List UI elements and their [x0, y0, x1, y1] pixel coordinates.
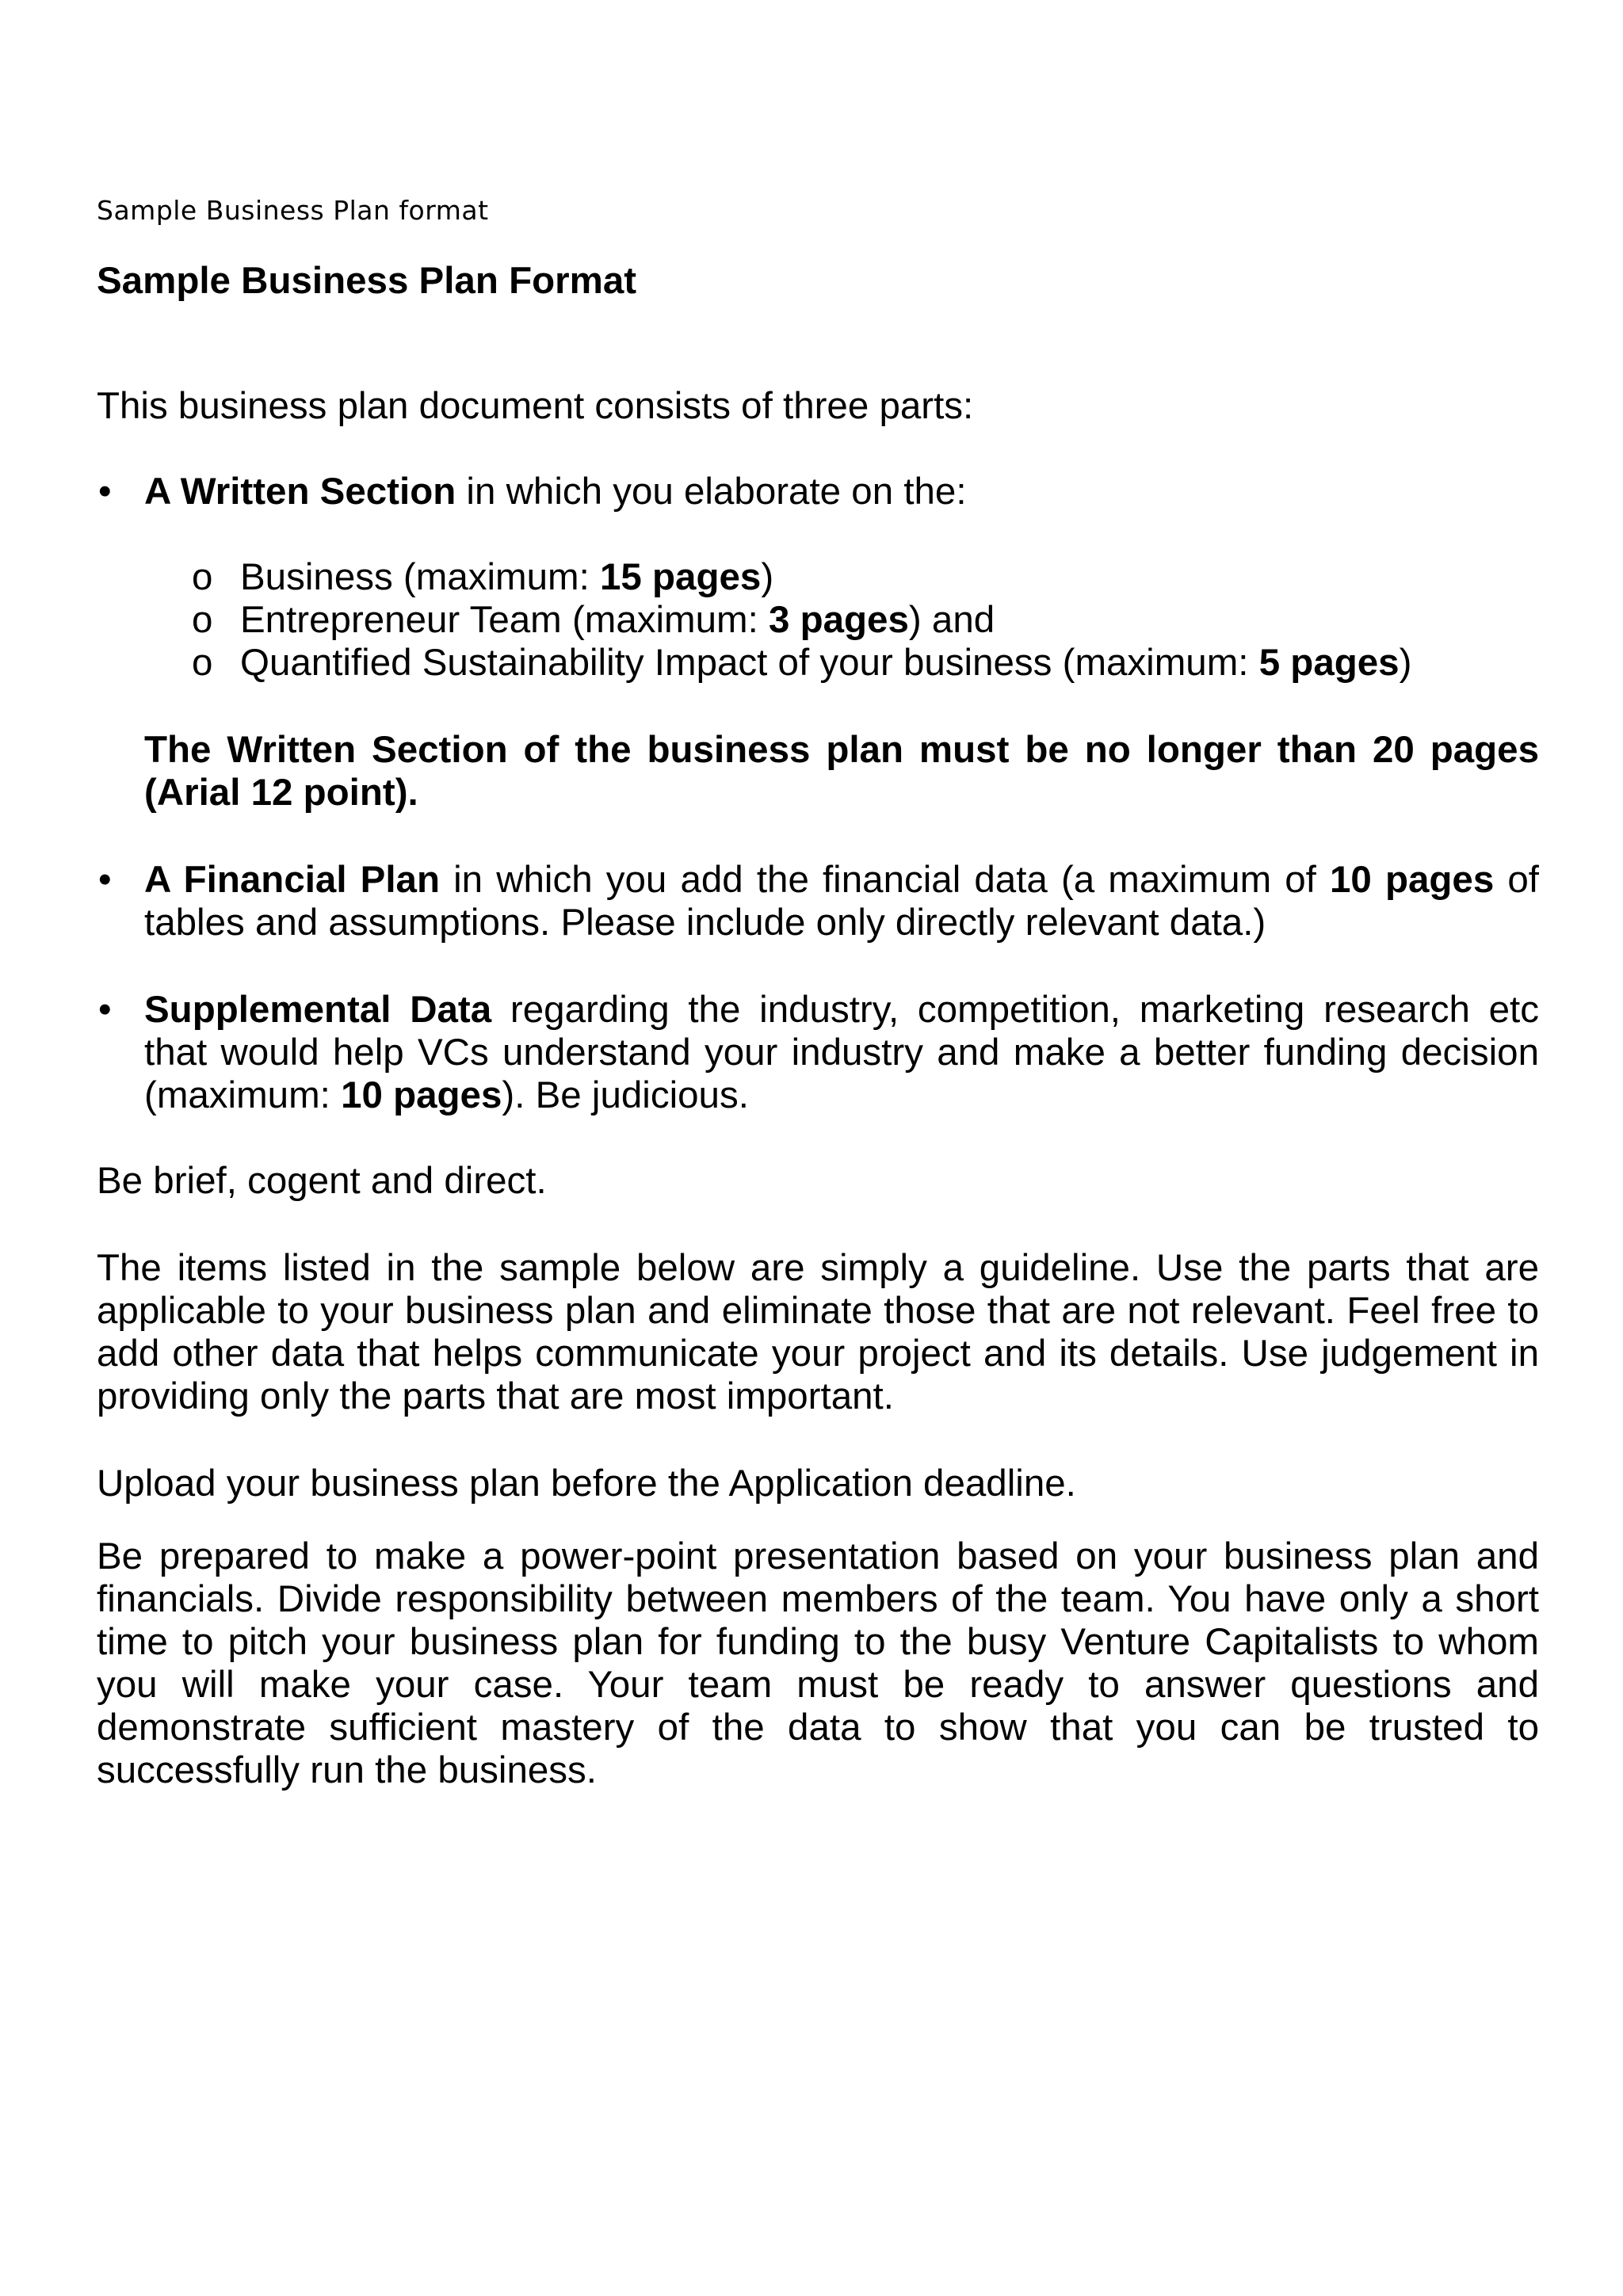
- upload-paragraph: Upload your business plan before the Application deadline.: [97, 1463, 1076, 1505]
- parts-list: [97, 471, 1539, 1117]
- sub-item-sustainability-impact: o Quantified Sustainability Impact of your business (maximum: 5 pages): [192, 642, 1412, 684]
- bullet-icon: •: [98, 471, 112, 513]
- document-title: Sample Business Plan Format: [97, 260, 637, 302]
- list-item-financial-plan: • A Financial Plan in which you add the financial data (a maximum of 10 pages of tables and assumptions. Please include only directly relevant data.): [98, 859, 1539, 944]
- bullet-icon: •: [98, 859, 112, 901]
- running-header: Sample Business Plan format: [97, 195, 489, 226]
- list-item-written-section: [97, 471, 1539, 814]
- sub-bullet-icon: o: [192, 642, 213, 684]
- sub-bullet-icon: o: [192, 556, 213, 598]
- written-section-text: in which you elaborate on the:: [456, 471, 967, 513]
- written-section-label: A Written Section: [144, 471, 456, 513]
- sub-item-entrepreneur-team: o Entrepreneur Team (maximum: 3 pages) and: [192, 599, 995, 641]
- guideline-paragraph: The items listed in the sample below are simply a guideline. Use the parts that are applicable to your business plan and eliminate those that are not relevant. Feel free to add other data that helps communicate your project and its details. Use judgement in providing only the parts that are most important.: [97, 1247, 1539, 1417]
- intro-paragraph: This business plan document consists of three parts:: [97, 385, 974, 427]
- list-item-supplemental-data: • Supplemental Data regarding the industry, competition, marketing research etc that would help VCs understand your industry and make a better funding decision (maximum: 10 pages). Be judicious.: [98, 989, 1539, 1116]
- sub-item-business: o Business (maximum: 15 pages): [192, 556, 774, 598]
- bullet-icon: •: [98, 989, 112, 1031]
- document-body: [97, 254, 1539, 1792]
- written-section-subitems: [144, 556, 1539, 685]
- financial-plan-label: A Financial Plan: [144, 859, 440, 901]
- supplemental-data-label: Supplemental Data: [144, 989, 492, 1031]
- sub-bullet-icon: o: [192, 599, 213, 641]
- brief-paragraph: Be brief, cogent and direct.: [97, 1160, 547, 1202]
- written-section-length-note: The Written Section of the business plan must be no longer than 20 pages (Arial 12 point).: [144, 729, 1539, 814]
- presentation-paragraph: Be prepared to make a power-point presentation based on your business plan and financials. Divide responsibility between members of the team. You have only a short time to pitch your business plan for funding to the busy Venture Capitalists to whom you will make your case. Your team must be ready to answer questions and demonstrate sufficient mastery of the data to show that you can be trusted to successfully run the business.: [97, 1535, 1539, 1791]
